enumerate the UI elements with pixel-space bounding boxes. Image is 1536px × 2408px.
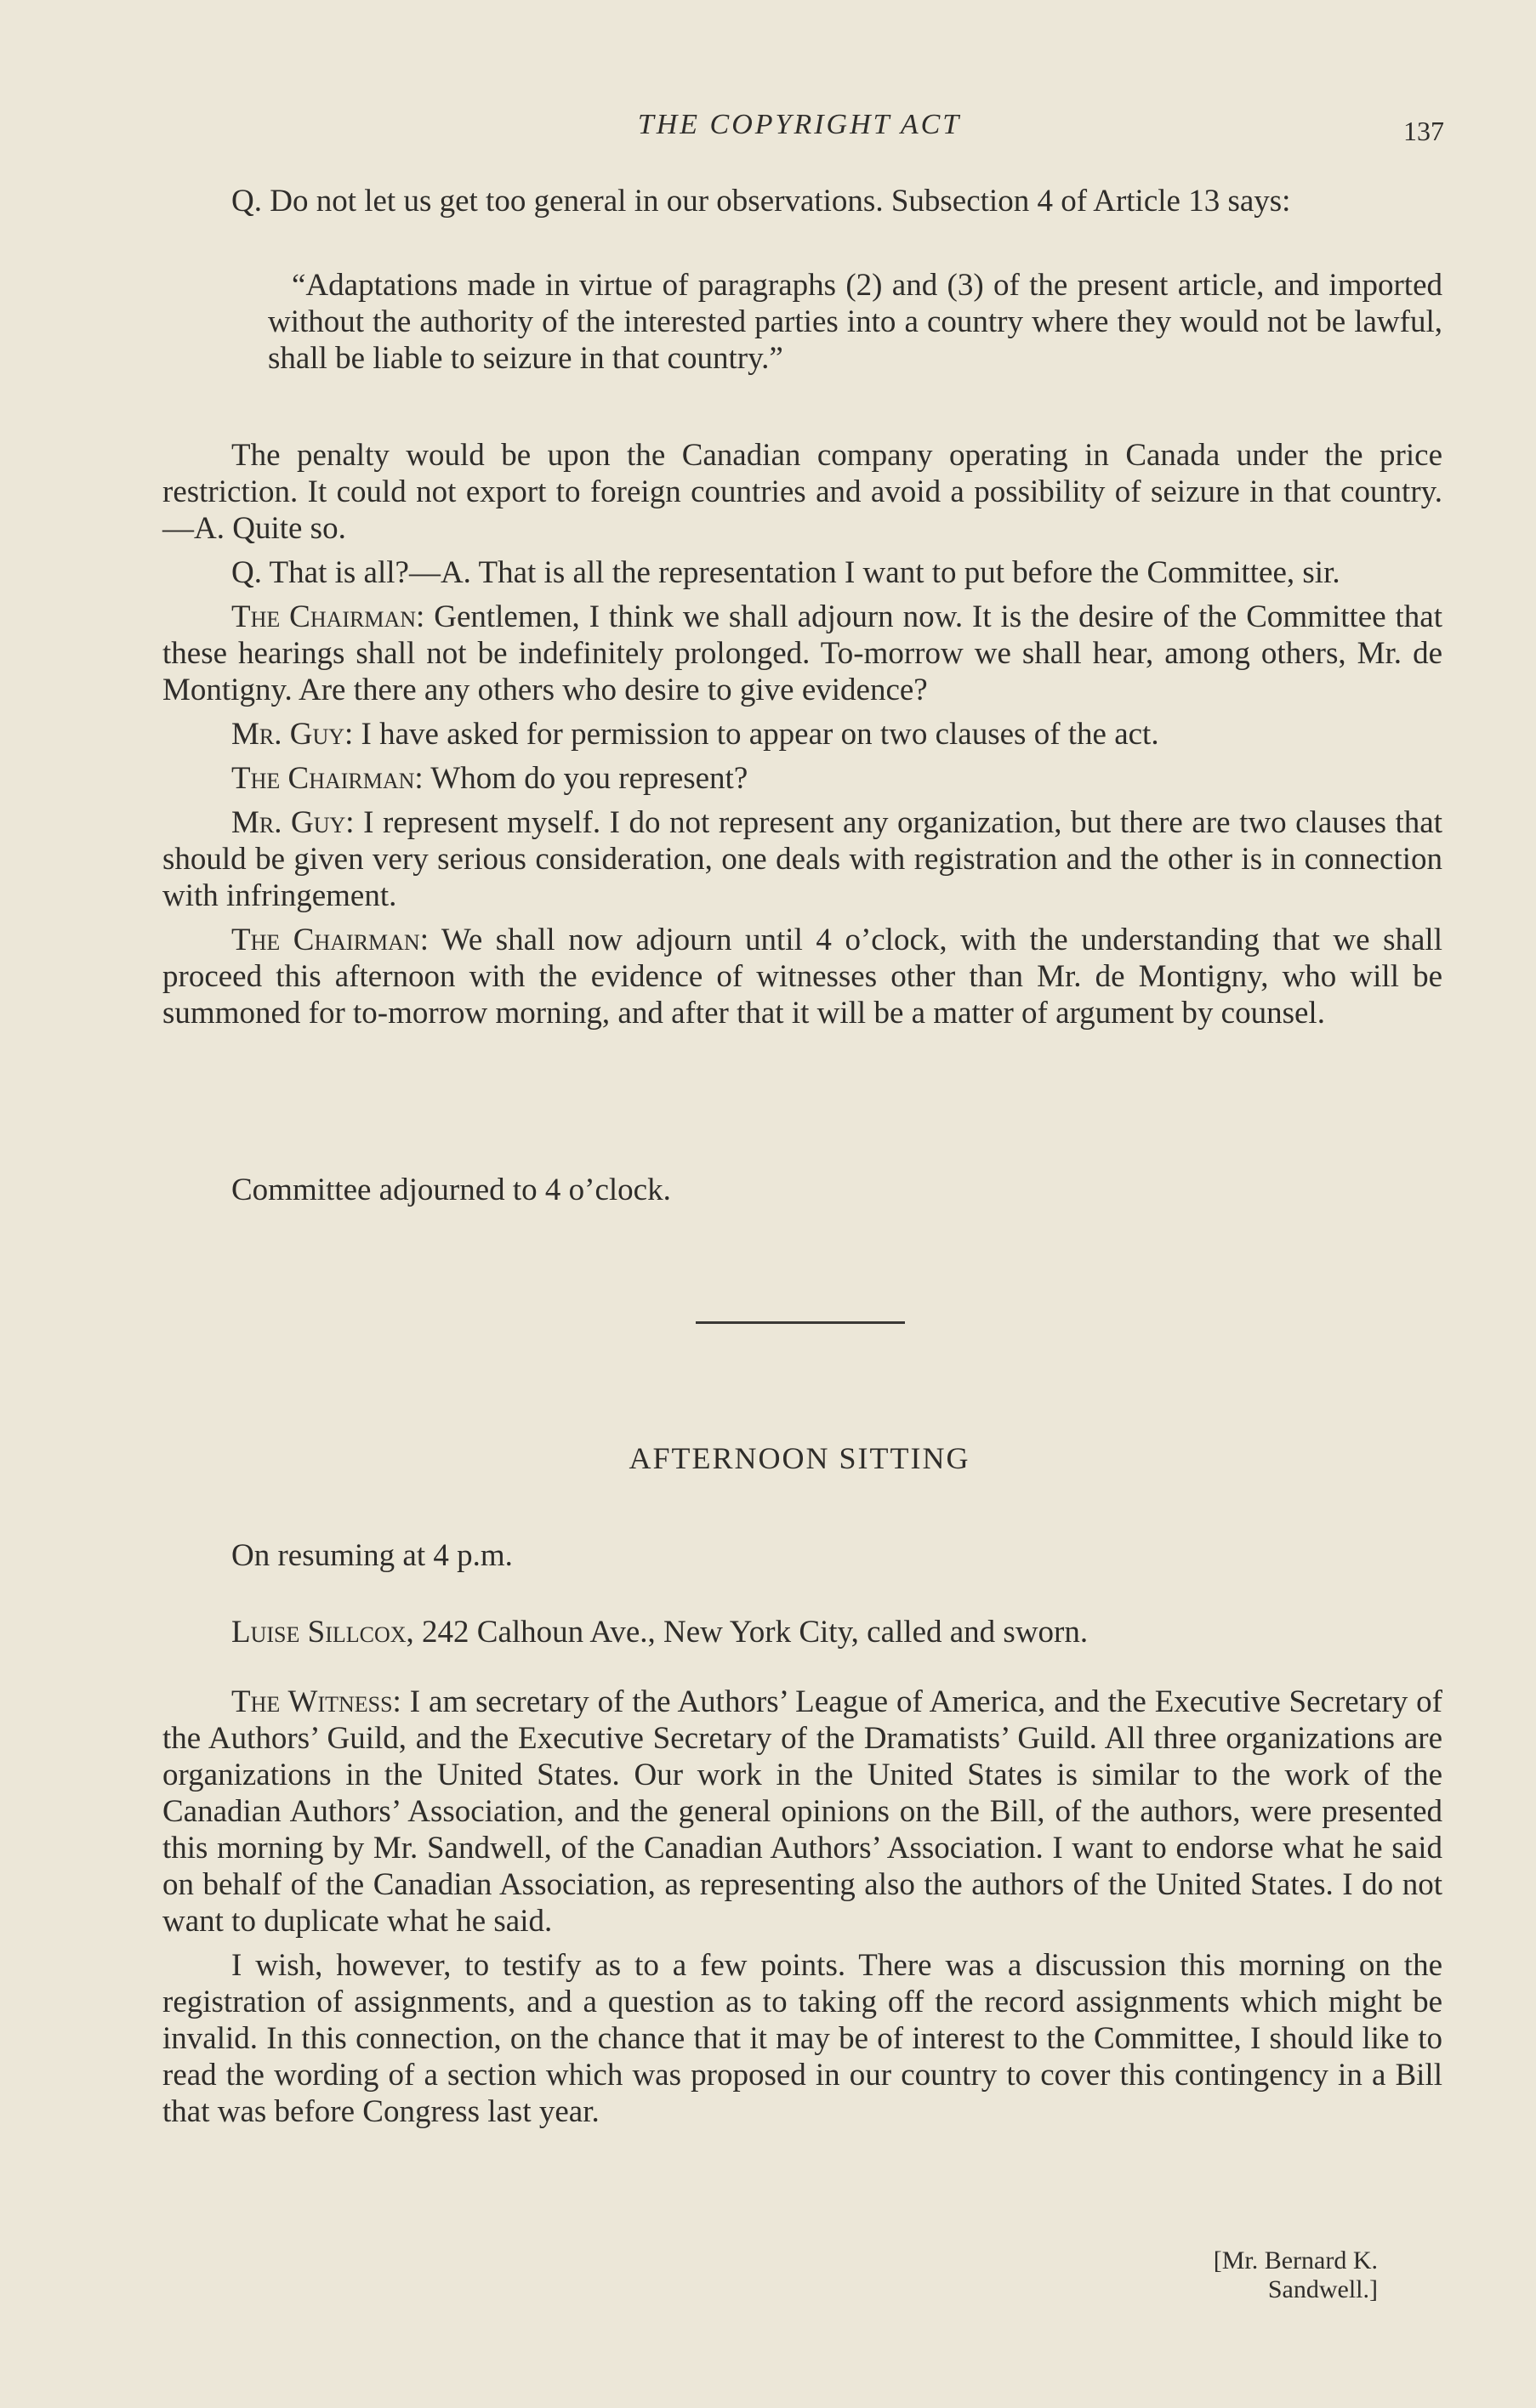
page-number: 137 xyxy=(1403,116,1444,146)
speaker-text: We shall now adjourn until 4 o’clock, with the understanding that we shall proceed this afternoon with the evidence of witnesses other than Mr. de Montigny, who will be summoned for to-morrow morning, and after that it will be a matter of argument by counsel. xyxy=(162,923,1442,1031)
speaker-footnote: [Mr. Bernard K. Sandwell.] xyxy=(1213,2246,1378,2303)
testimony-paragraph: I wish, however, to testify as to a few points. There was a discussion this morning on the registration of assignments, and a question as to taking off the record assignments which might be invalid. In this connection, on the chance that it may be of interest to the Committee, I should like to read the wording of a section which was proposed in our country to cover this contingency in a Bill that was before Congress last year. xyxy=(162,1948,1442,2129)
section-divider xyxy=(696,1321,905,1324)
testimony-paragraph xyxy=(162,804,1442,914)
speaker-label: Mr. Guy: xyxy=(231,717,354,752)
witness-details: 242 Calhoun Ave., New York City, called and sworn. xyxy=(422,1615,1089,1650)
testimony-paragraph xyxy=(162,599,1442,708)
question-paragraph: Q. Do not let us get too general in our observations. Subsection 4 of Article 13 says: xyxy=(231,184,1291,219)
afternoon-sitting-heading: AFTERNOON SITTING xyxy=(629,1441,970,1475)
testimony-paragraph: The penalty would be upon the Canadian company operating in Canada under the price restriction. It could not export to foreign countries and avoid a possibility of seizure in that country.—A. Quite so. xyxy=(162,438,1442,546)
adjournment-note: Committee adjourned to 4 o’clock. xyxy=(231,1173,671,1207)
witness-intro-block xyxy=(162,1614,1442,1658)
speaker-text: Whom do you represent? xyxy=(430,761,748,796)
speaker-label: Mr. Guy: xyxy=(231,805,355,840)
speaker-label: The Chairman: xyxy=(231,761,424,796)
speaker-text: I represent myself. I do not represent any organization, but there are two clauses that should be given very serious consideration, one deals with registration and the other is in connection with infringement. xyxy=(162,805,1442,913)
speaker-label: The Witness: xyxy=(231,1684,401,1719)
speaker-text: I am secretary of the Authors’ League of America, and the Executive Secretary of the Authors’ Guild, and the Executive Secretary of the Dramatists’ Guild. All three organizations are organizations in the United States. Our work in the United States is similar to the work of the Canadian Authors’ Association, and the general opinions on the Bill, of the authors, were presented this morning by Mr. Sandwell, of the Canadian Authors’ Association. I want to endorse what he said on behalf of the Canadian Association, as representing also the authors of the United States. I do not want to duplicate what he said. xyxy=(162,1684,1443,1939)
witness-name: Luise Sillcox, xyxy=(231,1615,414,1650)
witness-testimony-block xyxy=(162,1684,1442,2138)
speaker-text: Gentlemen, I think we shall adjourn now. It is the desire of the Committee that these hearings shall not be indefinitely prolonged. To-morrow we shall hear, among others, Mr. de Montigny. Are there any others who desire to give evidence? xyxy=(162,599,1443,707)
testimony-block xyxy=(162,437,1442,1039)
testimony-paragraph: Q. That is all?—A. That is all the representation I want to put before the Committee, sir. xyxy=(231,555,1340,590)
adjournment-block xyxy=(162,1172,1442,1216)
speaker-text: I have asked for permission to appear on two clauses of the act. xyxy=(361,717,1159,752)
question-block xyxy=(162,183,1442,227)
resuming-block xyxy=(162,1537,1442,1582)
testimony-paragraph xyxy=(162,1684,1442,1939)
quoted-article xyxy=(268,267,1442,377)
testimony-paragraph xyxy=(162,716,1442,752)
resuming-note: On resuming at 4 p.m. xyxy=(231,1538,513,1573)
running-header-title: THE COPYRIGHT ACT xyxy=(637,109,962,140)
speaker-label: The Chairman: xyxy=(231,599,425,634)
testimony-paragraph xyxy=(162,922,1442,1031)
speaker-label: The Chairman: xyxy=(231,923,429,957)
testimony-paragraph xyxy=(162,760,1442,797)
quoted-text: “Adaptations made in virtue of paragraphs (2) and (3) of the present article, and imported without the authority of the interested parties into a country where they would not be lawful, shall be liable to seizure in that country.” xyxy=(268,268,1442,376)
witness-intro xyxy=(162,1614,1442,1650)
